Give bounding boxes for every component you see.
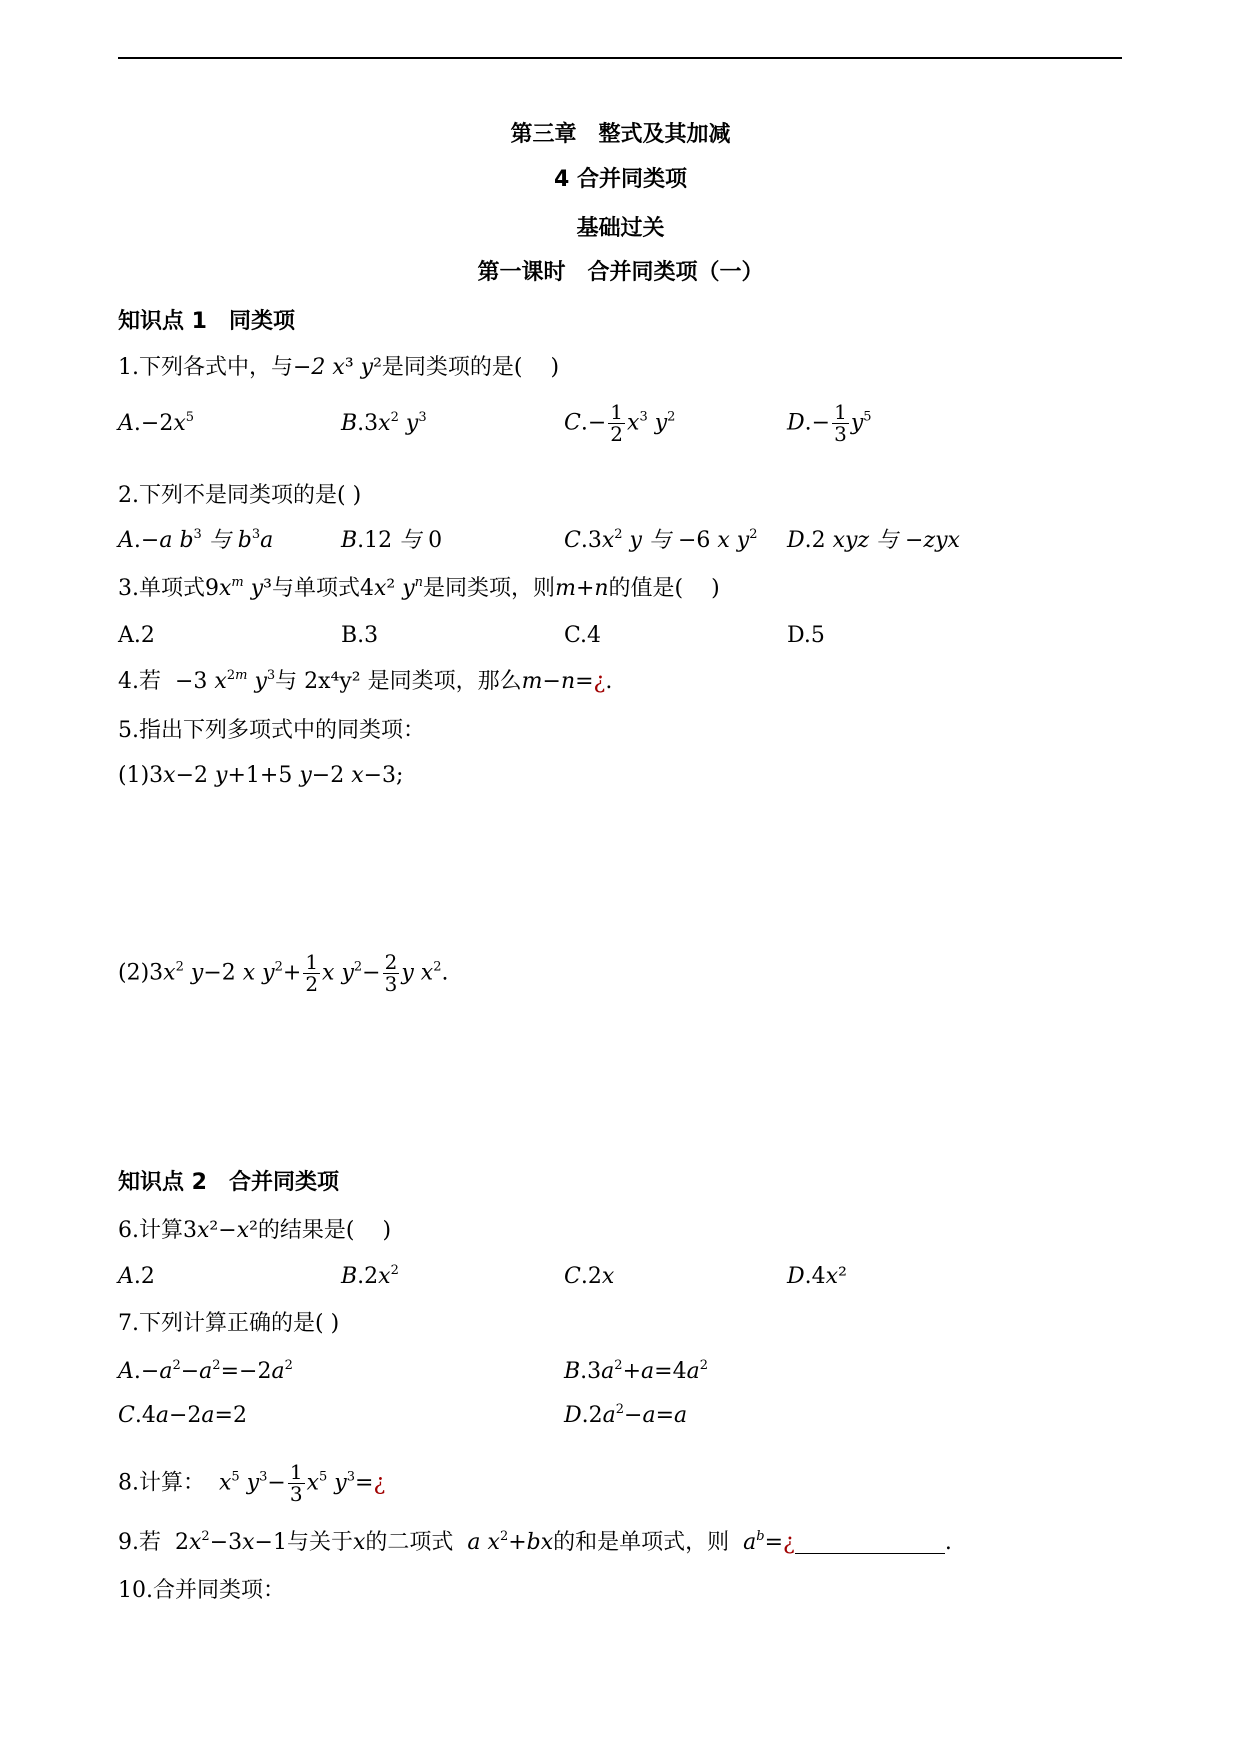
- error-mark-q9: ¿: [783, 1530, 795, 1555]
- question-8: 8.计算： $x^5$ $y^3-$ $\frac{1}{3}$ $x^5$ $y^3=¿$: [118, 1460, 386, 1506]
- q2-option-d: D.2 xyz 与 −zyx: [787, 528, 960, 553]
- q6-option-b: $B.2x^2$: [341, 1263, 399, 1289]
- q6-option-a: A.2: [118, 1264, 155, 1289]
- q7-option-c: C.4a−2a=2: [118, 1403, 247, 1428]
- knowledge-point-2: 知识点 2 合并同类项: [118, 1170, 339, 1195]
- q3-option-c: C.4: [564, 623, 602, 648]
- q6-option-c: C.2x: [564, 1264, 615, 1289]
- q2-option-c: $C.3x^2$ y 与 −6 x $y^2$: [564, 527, 758, 553]
- q3-option-a: A.2: [118, 623, 155, 648]
- question-6: 6.计算3x²−x²的结果是( ): [118, 1218, 392, 1243]
- answer-blank[interactable]: [795, 1533, 945, 1554]
- question-3: 3.单项式$9x^m$ y³与单项式4x² $y^n$是同类项，则m+n的值是( ): [118, 575, 720, 601]
- q1-option-a: $A.-2x^5$: [118, 410, 195, 436]
- q2-option-b: B.12 与 0: [341, 528, 443, 553]
- q1-option-d: D.− $\frac{1}{3}$ $y^5$: [787, 400, 872, 446]
- question-5: 5.指出下列多项式中的同类项：: [118, 718, 425, 743]
- q1-option-b: $B.3x^2$ $y^3$: [341, 410, 427, 436]
- q6-option-d: D.4x²: [787, 1264, 847, 1289]
- q3-option-b: B.3: [341, 623, 379, 648]
- q1-option-c: C.− $\frac{1}{2}$ $x^3$ $y^2$: [564, 400, 676, 446]
- question-10: 10.合并同类项：: [118, 1578, 285, 1603]
- question-9: 9.若 $2x^2-3x-1$与关于x的二项式 a $x^2+bx$的和是单项式，则 $a^b=¿$ .: [118, 1529, 952, 1555]
- level-title: 基础过关: [576, 216, 665, 241]
- q7-option-b: $B.3a^2+a=4a^2$: [564, 1358, 708, 1384]
- top-rule: [118, 57, 1122, 59]
- error-mark-q8: ¿: [373, 1470, 386, 1496]
- q2-option-a: A.−a $b^3$ 与 $b^3a$: [118, 527, 274, 553]
- question-4: 4.若 −3 $x^{2m}$ $y^3$与 2x⁴y² 是同类项，那么m−n=¿.: [118, 668, 613, 694]
- error-mark: ¿: [593, 669, 606, 694]
- lesson-title: 第一课时 合并同类项（一）: [477, 260, 764, 285]
- q7-option-a: $A.-a^2-a^2=-2a^2$: [118, 1358, 293, 1384]
- q7-option-d: $D.2a^2-a=a$: [564, 1402, 688, 1428]
- question-2: 2.下列不是同类项的是( ): [118, 483, 362, 508]
- chapter-title: 第三章 整式及其加减: [510, 122, 731, 147]
- section-title: 4 合并同类项: [554, 167, 687, 192]
- q3-option-d: D.5: [787, 623, 825, 648]
- q5-part-1: (1)3x−2 y+1+5 y−2 x−3;: [118, 763, 404, 788]
- question-1: 1.下列各式中，与−2 x³ y²是同类项的是( ): [118, 355, 560, 380]
- knowledge-point-1: 知识点 1 同类项: [118, 309, 295, 334]
- q5-part-2: $(2)3x^2$ y−2 x $y^2+$ $\frac{1}{2}$ x $y^2-$ $\frac{2}{3}$ y $x^2$.: [118, 950, 449, 996]
- question-7: 7.下列计算正确的是( ): [118, 1311, 340, 1336]
